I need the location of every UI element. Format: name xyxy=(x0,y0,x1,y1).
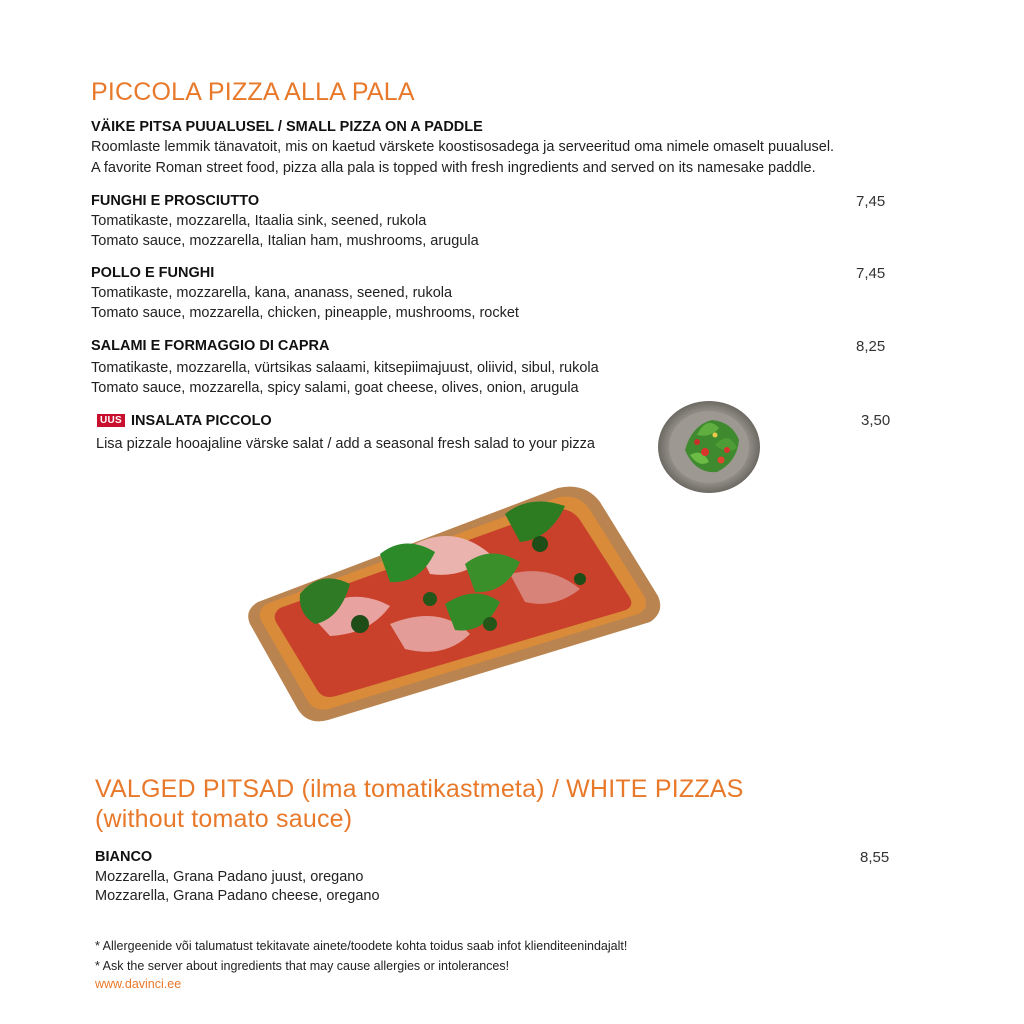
section-title-line2: (without tomato sauce) xyxy=(95,805,353,833)
section-desc-en: A favorite Roman street food, pizza alla pala is topped with fresh ingredients and served on its namesake paddle. xyxy=(91,160,816,176)
menu-item-price: 8,25 xyxy=(856,338,886,355)
menu-item-price: 8,55 xyxy=(860,849,890,866)
menu-item-price: 7,45 xyxy=(856,265,886,282)
menu-item-desc: Lisa pizzale hooajaline värske salat / add a seasonal fresh salad to your pizza xyxy=(96,436,595,452)
section-title-white-pizzas xyxy=(95,774,744,834)
menu-item-desc-et: Tomatikaste, mozzarella, kana, ananass, seened, rukola xyxy=(91,285,453,301)
allergy-note-en: * Ask the server about ingredients that may cause allergies or intolerances! xyxy=(95,959,510,973)
menu-item-desc-en: Mozzarella, Grana Padano cheese, oregano xyxy=(95,888,380,904)
menu-item-price: 7,45 xyxy=(856,193,886,210)
pizza-paddle-image xyxy=(240,484,665,724)
menu-item-desc-en: Tomato sauce, mozzarella, Italian ham, mushrooms, arugula xyxy=(91,233,479,249)
menu-item-name: INSALATA PICCOLO xyxy=(131,413,272,429)
menu-item-desc-et: Mozzarella, Grana Padano juust, oregano xyxy=(95,869,364,885)
menu-item-name: SALAMI E FORMAGGIO DI CAPRA xyxy=(91,338,330,354)
section-desc-et: Roomlaste lemmik tänavatoit, mis on kaetud värskete koostisosadega ja serveeritud oma nimele omaselt puualusel. xyxy=(91,139,835,155)
menu-item-name: BIANCO xyxy=(95,849,153,865)
menu-item-name-row xyxy=(97,413,272,429)
menu-item-desc-en: Tomato sauce, mozzarella, chicken, pineapple, mushrooms, rocket xyxy=(91,305,519,321)
menu-item-desc-et: Tomatikaste, mozzarella, Itaalia sink, seened, rukola xyxy=(91,213,427,229)
allergy-note-et: * Allergeenide või talumatust tekitavate ainete/toodete kohta toidus saab infot klienditeenindajalt! xyxy=(95,939,628,953)
menu-item-desc-en: Tomato sauce, mozzarella, spicy salami, goat cheese, olives, onion, arugula xyxy=(91,380,579,396)
menu-item-name: POLLO E FUNGHI xyxy=(91,265,215,281)
new-badge: UUS xyxy=(97,414,125,427)
section-title-piccola: PICCOLA PIZZA ALLA PALA xyxy=(91,78,415,106)
menu-item-price: 3,50 xyxy=(861,412,891,429)
menu-item-name: FUNGHI E PROSCIUTTO xyxy=(91,193,260,209)
menu-item-desc-et: Tomatikaste, mozzarella, vürtsikas salaami, kitsepiimajuust, oliivid, sibul, rukola xyxy=(91,360,599,376)
section-subtitle: VÄIKE PITSA PUUALUSEL / SMALL PIZZA ON A PADDLE xyxy=(91,119,483,135)
section-title-line1: VALGED PITSAD (ilma tomatikastmeta) / WHITE PIZZAS xyxy=(95,775,744,803)
salad-bowl-image xyxy=(657,400,762,495)
website-link[interactable]: www.davinci.ee xyxy=(95,977,182,991)
